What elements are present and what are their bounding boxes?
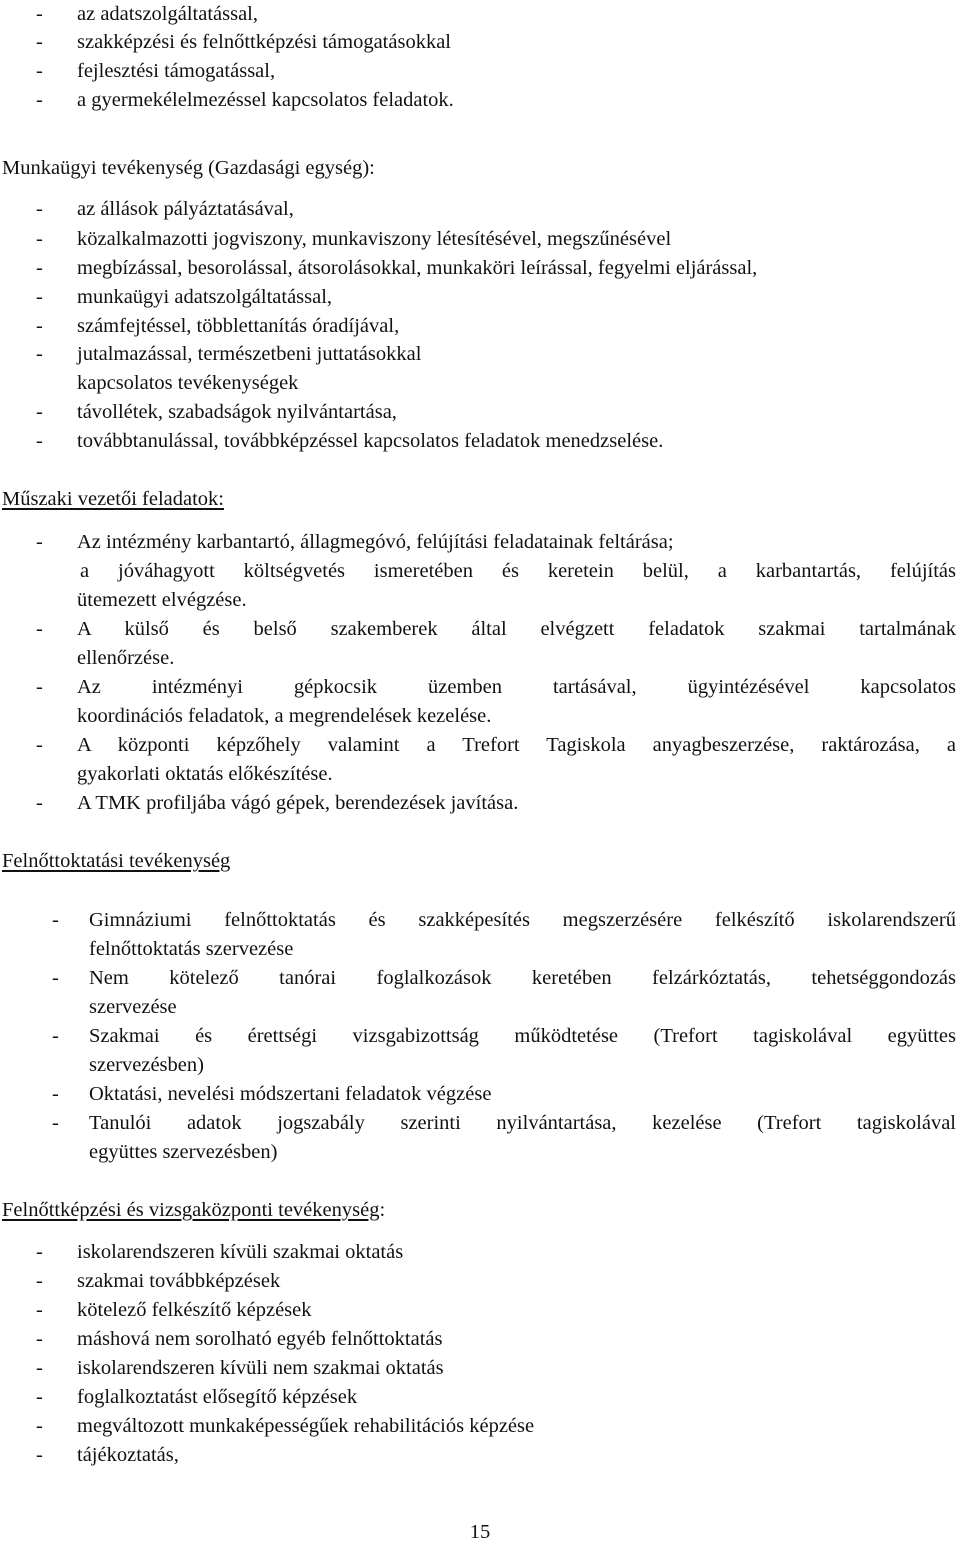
section-heading-text: Műszaki vezetői feladatok: bbox=[2, 488, 224, 510]
bullet-dash: - bbox=[36, 60, 43, 82]
list-item-text: számfejtéssel, többlettanítás óradíjával, bbox=[77, 315, 400, 337]
list-item-text: koordinációs feladatok, a megrendelések kezelése. bbox=[77, 705, 492, 727]
list-item-continuation bbox=[0, 1138, 960, 1167]
list-item-text: továbbtanulással, továbbképzéssel kapcsolatos feladatok menedzselése. bbox=[77, 430, 664, 452]
list-item bbox=[0, 57, 960, 86]
list-item bbox=[0, 254, 960, 283]
list-item bbox=[0, 1080, 960, 1109]
list-item bbox=[0, 673, 960, 702]
list-item-text: szakmai továbbképzések bbox=[77, 1270, 281, 1292]
list-item-text: szervezése bbox=[89, 996, 177, 1018]
list-item bbox=[0, 1238, 960, 1267]
list-item-text: A külső és belső szakemberek által elvégzett feladatok szakmai tartalmának bbox=[77, 618, 956, 640]
list-item bbox=[0, 0, 960, 29]
list-item bbox=[0, 398, 960, 427]
bullet-dash: - bbox=[36, 228, 43, 250]
list-item-text: fejlesztési támogatással, bbox=[77, 60, 276, 82]
section-heading-felnottkepzes bbox=[0, 1196, 960, 1225]
list-item-continuation bbox=[0, 993, 960, 1022]
section-heading-felnottoktatas bbox=[0, 847, 960, 876]
bullet-dash: - bbox=[36, 1444, 43, 1466]
list-item bbox=[0, 1296, 960, 1325]
list-item-text: Tanulói adatok jogszabály szerinti nyilvántartása, kezelése (Trefort tagiskolával bbox=[89, 1112, 956, 1134]
section-heading-munkaugyi bbox=[0, 154, 960, 183]
section-heading-muszaki bbox=[0, 485, 960, 514]
bullet-dash: - bbox=[36, 1241, 43, 1263]
list-item-text: Az intézmény karbantartó, állagmegóvó, felújítási feladatainak feltárása; bbox=[77, 531, 674, 553]
list-item-text: Oktatási, nevelési módszertani feladatok végzése bbox=[89, 1083, 492, 1105]
list-item-text: iskolarendszeren kívüli szakmai oktatás bbox=[77, 1241, 404, 1263]
list-item bbox=[0, 731, 960, 760]
list-item bbox=[0, 340, 960, 369]
bullet-dash: - bbox=[36, 676, 43, 698]
list-item bbox=[0, 964, 960, 993]
list-item-continuation bbox=[0, 702, 960, 731]
bullet-dash: - bbox=[36, 734, 43, 756]
bullet-dash: - bbox=[36, 315, 43, 337]
list-item-text: Nem kötelező tanórai foglalkozások keretében felzárkóztatás, tehetséggondozás bbox=[89, 967, 956, 989]
list-item-text: ellenőrzése. bbox=[77, 647, 175, 669]
bullet-dash: - bbox=[36, 618, 43, 640]
list-item-text: Az intézményi gépkocsik üzemben tartásával, ügyintézésével kapcsolatos bbox=[77, 676, 956, 698]
bullet-dash: - bbox=[36, 401, 43, 423]
bullet-dash: - bbox=[36, 430, 43, 452]
list-item bbox=[0, 1267, 960, 1296]
bullet-dash: - bbox=[36, 1386, 43, 1408]
list-item-text: A TMK profiljába vágó gépek, berendezések javítása. bbox=[77, 792, 519, 814]
list-item bbox=[0, 283, 960, 312]
bullet-dash: - bbox=[36, 1328, 43, 1350]
list-item-text: kapcsolatos tevékenységek bbox=[77, 372, 299, 394]
list-item bbox=[0, 427, 960, 456]
section-heading-text: Munkaügyi tevékenység (Gazdasági egység): bbox=[2, 157, 375, 179]
list-item bbox=[0, 615, 960, 644]
list-item-continuation bbox=[0, 1051, 960, 1080]
list-item bbox=[0, 312, 960, 341]
list-item-text: a jóváhagyott költségvetés ismeretében és keretein belül, a karbantartás, felújítás bbox=[80, 560, 956, 582]
list-item-text: megváltozott munkaképességűek rehabilitációs képzése bbox=[77, 1415, 535, 1437]
list-item bbox=[0, 1383, 960, 1412]
list-item-text: Szakmai és érettségi vizsgabizottság működtetése (Trefort tagiskolával együttes bbox=[89, 1025, 956, 1047]
list-item bbox=[0, 1325, 960, 1354]
list-item-continuation bbox=[0, 369, 960, 398]
list-item bbox=[0, 1412, 960, 1441]
list-item-text: közalkalmazotti jogviszony, munkaviszony létesítésével, megszűnésével bbox=[77, 228, 672, 250]
list-item bbox=[0, 1441, 960, 1470]
bullet-dash: - bbox=[52, 1112, 59, 1134]
list-item bbox=[0, 1109, 960, 1138]
bullet-dash: - bbox=[36, 257, 43, 279]
list-item-text: együttes szervezésben) bbox=[89, 1141, 278, 1163]
list-item-continuation bbox=[0, 935, 960, 964]
list-item-text: megbízással, besorolással, átsorolásokkal, munkaköri leírással, fegyelmi eljárással, bbox=[77, 257, 758, 279]
list-item-text: iskolarendszeren kívüli nem szakmai oktatás bbox=[77, 1357, 444, 1379]
list-item-text: máshová nem sorolható egyéb felnőttoktatás bbox=[77, 1328, 443, 1350]
bullet-dash: - bbox=[36, 531, 43, 553]
list-item-continuation bbox=[0, 760, 960, 789]
list-item bbox=[0, 789, 960, 818]
list-item-text: foglalkoztatást elősegítő képzések bbox=[77, 1386, 358, 1408]
bullet-dash: - bbox=[36, 1357, 43, 1379]
bullet-dash: - bbox=[36, 198, 43, 220]
bullet-dash: - bbox=[36, 343, 43, 365]
list-item-text: jutalmazással, természetbeni juttatásokkal bbox=[77, 343, 422, 365]
list-item-text: az állások pályáztatásával, bbox=[77, 198, 294, 220]
list-item-text: kötelező felkészítő képzések bbox=[77, 1299, 312, 1321]
section-heading-text bbox=[2, 1196, 385, 1225]
section-heading-text: Felnőttoktatási tevékenység bbox=[2, 850, 231, 872]
page-number: 15 bbox=[469, 1521, 491, 1543]
list-item bbox=[0, 86, 960, 115]
bullet-dash: - bbox=[36, 1299, 43, 1321]
bullet-dash: - bbox=[36, 89, 43, 111]
bullet-dash: - bbox=[36, 31, 43, 53]
section-heading-suffix: : bbox=[379, 1199, 386, 1221]
list-item-text: Gimnáziumi felnőttoktatás és szakképesítés megszerzésére felkészítő iskolarendszerű bbox=[89, 909, 956, 931]
section-heading-underlined: Felnőttképzési és vizsgaközponti tevékenység bbox=[2, 1199, 380, 1221]
list-item bbox=[0, 195, 960, 224]
list-item bbox=[0, 906, 960, 935]
bullet-dash: - bbox=[52, 1025, 59, 1047]
bullet-dash: - bbox=[36, 792, 43, 814]
list-item-continuation bbox=[0, 586, 960, 615]
list-item-text: tájékoztatás, bbox=[77, 1444, 179, 1466]
list-item bbox=[0, 28, 960, 57]
list-item bbox=[0, 1022, 960, 1051]
list-item-text: szervezésben) bbox=[89, 1054, 204, 1076]
bullet-dash: - bbox=[52, 1083, 59, 1105]
bullet-dash: - bbox=[36, 286, 43, 308]
list-item-text: a gyermekélelmezéssel kapcsolatos feladatok. bbox=[77, 89, 454, 111]
bullet-dash: - bbox=[52, 967, 59, 989]
list-item-text: gyakorlati oktatás előkészítése. bbox=[77, 763, 333, 785]
list-item-continuation bbox=[0, 644, 960, 673]
list-item-text: A központi képzőhely valamint a Trefort Tagiskola anyagbeszerzése, raktározása, a bbox=[77, 734, 956, 756]
list-item bbox=[0, 225, 960, 254]
list-item-text: felnőttoktatás szervezése bbox=[89, 938, 294, 960]
list-item-text: munkaügyi adatszolgáltatással, bbox=[77, 286, 333, 308]
list-item-continuation bbox=[0, 557, 960, 586]
list-item bbox=[0, 1354, 960, 1383]
bullet-dash: - bbox=[36, 1415, 43, 1437]
list-item-text: távollétek, szabadságok nyilvántartása, bbox=[77, 401, 397, 423]
bullet-dash: - bbox=[36, 3, 43, 25]
list-item-text: az adatszolgáltatással, bbox=[77, 3, 258, 25]
bullet-dash: - bbox=[52, 909, 59, 931]
list-item bbox=[0, 528, 960, 557]
list-item-text: szakképzési és felnőttképzési támogatásokkal bbox=[77, 31, 451, 53]
bullet-dash: - bbox=[36, 1270, 43, 1292]
list-item-text: ütemezett elvégzése. bbox=[77, 589, 247, 611]
